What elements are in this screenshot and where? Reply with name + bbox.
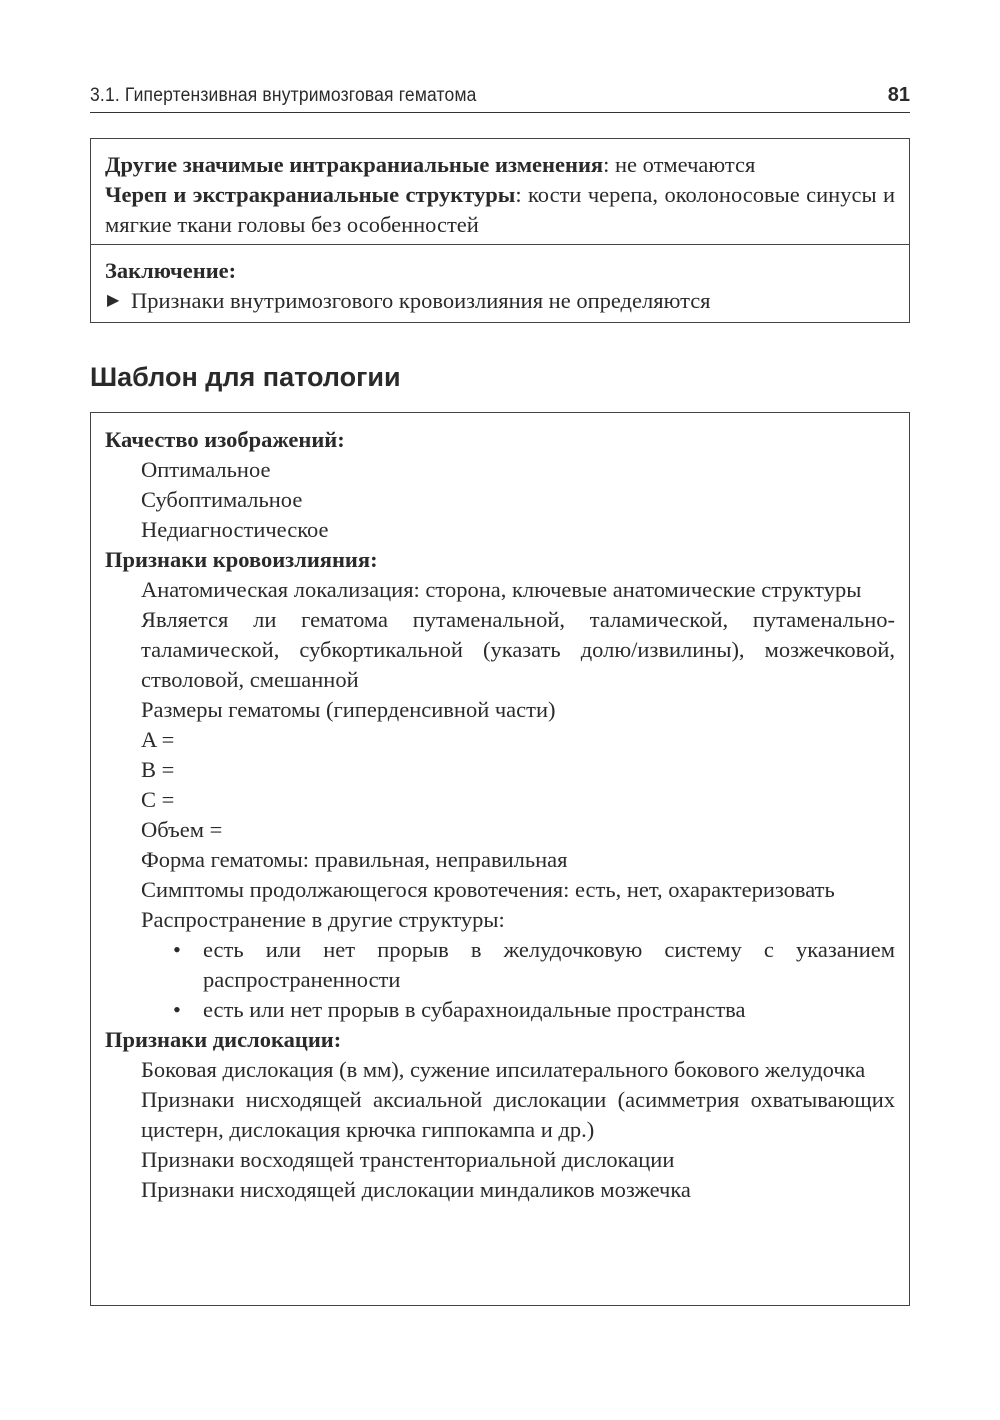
spread-item [105, 935, 895, 995]
bullet-dot-icon: • [173, 997, 181, 1022]
findings-box [90, 138, 910, 245]
hemorrhage-heading-text: Признаки кровоизлияния: [105, 547, 378, 572]
section-title: Шаблон для патологии [90, 362, 401, 392]
dislocation-item: Признаки восходящей транстенториальной дислокации [141, 1147, 675, 1172]
size-a: A = [141, 727, 175, 752]
dislocation-item: Признаки нисходящей дислокации миндаликов мозжечка [141, 1177, 691, 1202]
size-heading: Размеры гематомы (гиперденсивной части) [141, 697, 556, 722]
dislocation-heading-text: Признаки дислокации: [105, 1027, 342, 1052]
quality-option: Оптимальное [141, 457, 271, 482]
quality-option: Субоптимальное [141, 487, 303, 512]
spread-item-text: есть или нет прорыв в желудочковую систему с указанием распространенности [203, 937, 895, 992]
bullet-dot-icon: • [173, 937, 181, 962]
conclusion-text: Признаки внутримозгового кровоизлияния не определяются [131, 288, 711, 313]
spread-heading: Распространение в другие структуры: [141, 907, 505, 932]
size-b: B = [141, 757, 175, 782]
conclusion-heading-text: Заключение: [105, 258, 237, 283]
running-header [90, 82, 910, 113]
anatomical-localization: Анатомическая локализация: сторона, ключевые анатомические структуры [141, 577, 862, 602]
spread-item-text: есть или нет прорыв в субарахноидальные пространства [203, 997, 746, 1022]
conclusion-item [105, 286, 895, 316]
pathology-template-box [90, 412, 910, 1306]
quality-heading-text: Качество изображений: [105, 427, 345, 452]
skull-value: : кости черепа, околоносовые синусы и мягкие ткани головы без особенностей [105, 182, 896, 237]
volume: Объем = [141, 817, 223, 842]
conclusion-box [90, 245, 910, 323]
conclusion-heading [105, 256, 895, 286]
hemorrhage-heading [105, 545, 895, 575]
spread-item [105, 995, 895, 1025]
triangle-bullet-icon: ▶ [107, 292, 120, 309]
chapter-title: 3.1. Гипертензивная внутримозговая гематома [90, 85, 477, 106]
skull-line [105, 180, 895, 240]
other-changes-line [105, 150, 895, 180]
quality-option: Недиагностическое [141, 517, 329, 542]
quality-heading [105, 425, 895, 455]
other-changes-label: Другие значимые интракраниальные изменения [105, 152, 604, 177]
hematoma-shape: Форма гематомы: правильная, неправильная [141, 847, 568, 872]
dislocation-heading [105, 1025, 895, 1055]
ongoing-bleeding: Симптомы продолжающегося кровотечения: есть, нет, охарактеризовать [141, 877, 835, 902]
other-changes-value: : не отмечаются [603, 152, 756, 177]
dislocation-item: Боковая дислокация (в мм), сужение ипсилатерального бокового желудочка [141, 1057, 866, 1082]
skull-label: Череп и экстракраниальные структуры [105, 182, 516, 207]
dislocation-item: Признаки нисходящей аксиальной дислокации (асимметрия охватывающих цистерн, дислокация крючка гиппокампа и др.) [141, 1087, 895, 1142]
hematoma-type: Является ли гематома путаменальной, таламической, путаменально-таламической, субкортикальной (указать долю/извилины), мозжечковой, стволовой, смешанной [141, 607, 895, 692]
page-number: 81 [887, 84, 910, 106]
size-c: C = [141, 787, 175, 812]
